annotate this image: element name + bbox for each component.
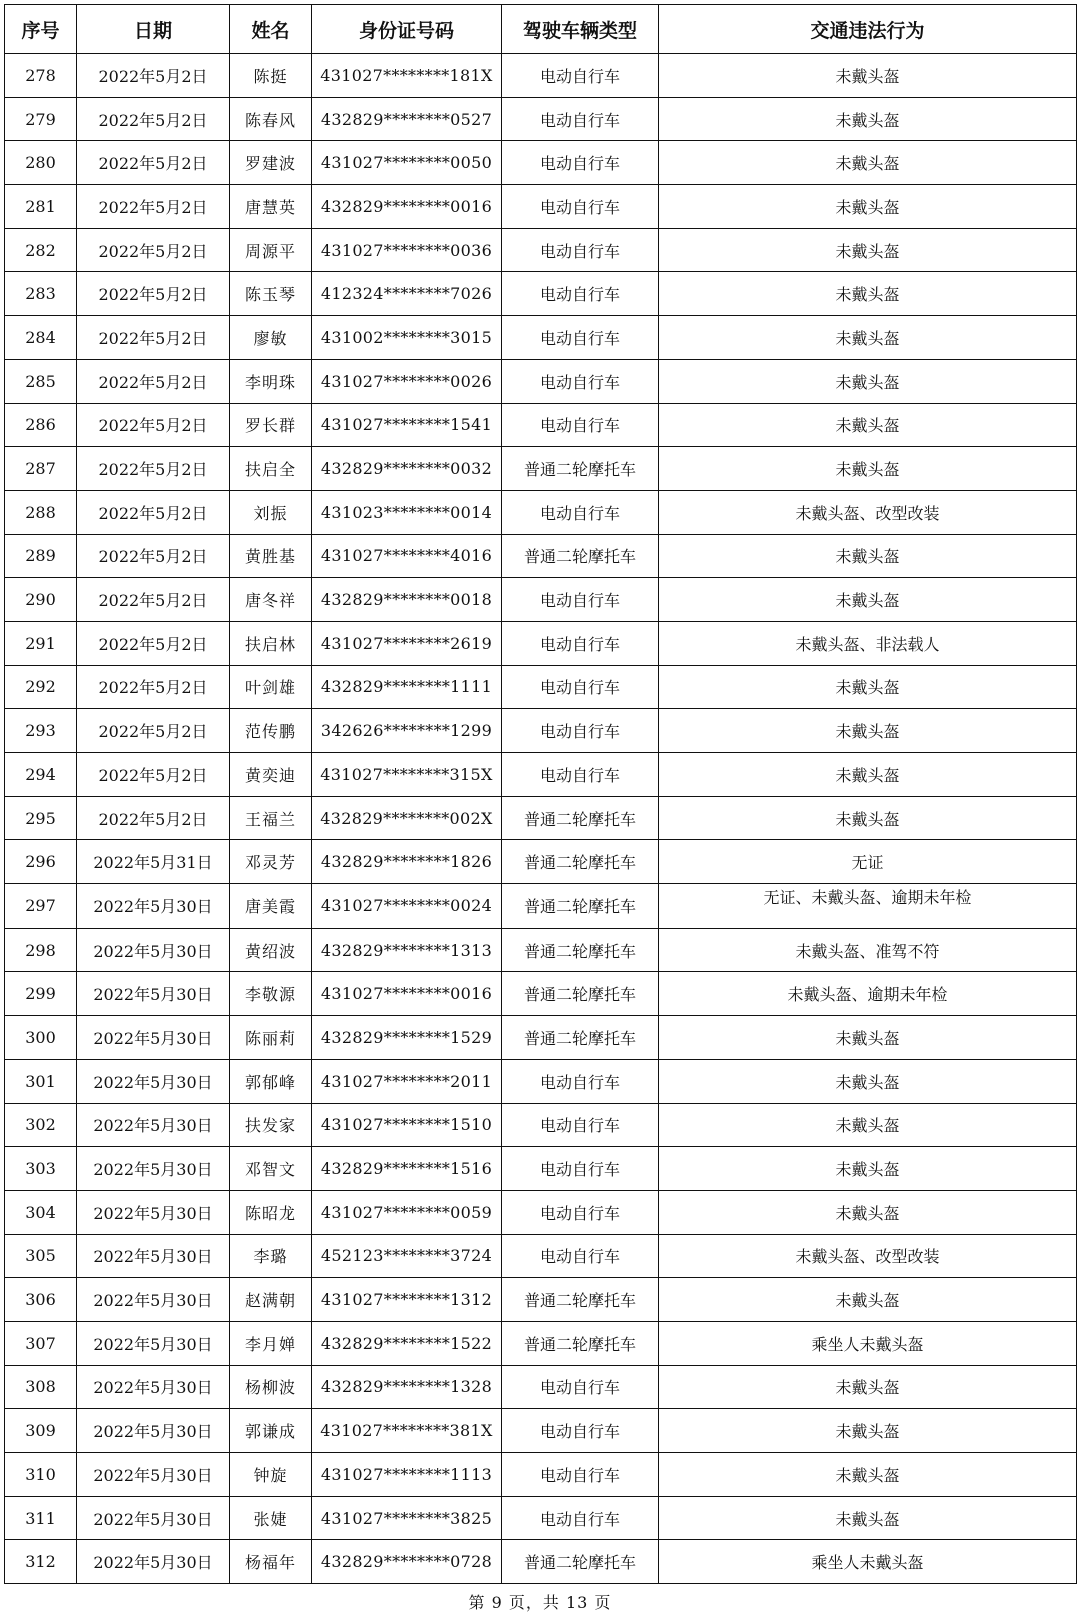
cell-serial: 287: [5, 447, 77, 491]
cell-vehicle-type: 电动自行车: [502, 490, 659, 534]
cell-name: 郭郁峰: [230, 1059, 312, 1103]
cell-violation: 未戴头盔: [659, 1059, 1077, 1103]
cell-serial: 297: [5, 884, 77, 929]
cell-vehicle-type: 普通二轮摩托车: [502, 972, 659, 1016]
header-date: 日期: [77, 5, 230, 54]
cell-vehicle-type: 普通二轮摩托车: [502, 928, 659, 972]
cell-violation: 未戴头盔: [659, 316, 1077, 360]
cell-serial: 295: [5, 796, 77, 840]
table-row: [5, 1365, 1077, 1409]
cell-date: 2022年5月2日: [77, 534, 230, 578]
table-row: [5, 1409, 1077, 1453]
cell-vehicle-type: 电动自行车: [502, 316, 659, 360]
page-footer: 第 9 页，共 13 页: [468, 1593, 612, 1612]
cell-name: 扶启林: [230, 621, 312, 665]
cell-date: 2022年5月31日: [77, 840, 230, 884]
cell-date: 2022年5月30日: [77, 1190, 230, 1234]
cell-date: 2022年5月2日: [77, 359, 230, 403]
table-row: [5, 272, 1077, 316]
cell-date: 2022年5月30日: [77, 1540, 230, 1584]
cell-serial: 281: [5, 185, 77, 229]
table-row: [5, 1016, 1077, 1060]
cell-serial: 298: [5, 928, 77, 972]
cell-id-number: 452123********3724: [312, 1234, 502, 1278]
cell-date: 2022年5月2日: [77, 490, 230, 534]
cell-vehicle-type: 普通二轮摩托车: [502, 1278, 659, 1322]
header-vehicle-type: 驾驶车辆类型: [502, 5, 659, 54]
cell-serial: 290: [5, 578, 77, 622]
cell-violation: 未戴头盔: [659, 272, 1077, 316]
cell-id-number: 431027********0059: [312, 1190, 502, 1234]
cell-date: 2022年5月30日: [77, 884, 230, 929]
cell-id-number: 431027********2619: [312, 621, 502, 665]
cell-vehicle-type: 电动自行车: [502, 753, 659, 797]
cell-id-number: 432829********1313: [312, 928, 502, 972]
table-row: [5, 578, 1077, 622]
cell-vehicle-type: 普通二轮摩托车: [502, 1540, 659, 1584]
cell-date: 2022年5月2日: [77, 185, 230, 229]
cell-name: 李明珠: [230, 359, 312, 403]
cell-id-number: 431027********381X: [312, 1409, 502, 1453]
table-row: [5, 753, 1077, 797]
cell-name: 罗建波: [230, 141, 312, 185]
cell-date: 2022年5月2日: [77, 97, 230, 141]
cell-violation: 未戴头盔: [659, 578, 1077, 622]
cell-date: 2022年5月30日: [77, 1409, 230, 1453]
table-row: [5, 796, 1077, 840]
cell-name: 范传鹏: [230, 709, 312, 753]
cell-vehicle-type: 普通二轮摩托车: [502, 796, 659, 840]
cell-violation: 未戴头盔: [659, 54, 1077, 98]
cell-id-number: 432829********0728: [312, 1540, 502, 1584]
cell-id-number: 432829********1826: [312, 840, 502, 884]
table-row: [5, 928, 1077, 972]
cell-serial: 288: [5, 490, 77, 534]
table-row: [5, 1496, 1077, 1540]
cell-date: 2022年5月2日: [77, 621, 230, 665]
cell-name: 杨福年: [230, 1540, 312, 1584]
cell-id-number: 431027********1312: [312, 1278, 502, 1322]
cell-name: 周源平: [230, 228, 312, 272]
cell-violation: 未戴头盔: [659, 1496, 1077, 1540]
cell-vehicle-type: 电动自行车: [502, 1409, 659, 1453]
table-row: [5, 709, 1077, 753]
cell-serial: 304: [5, 1190, 77, 1234]
cell-name: 杨柳波: [230, 1365, 312, 1409]
cell-name: 钟旋: [230, 1453, 312, 1497]
cell-serial: 289: [5, 534, 77, 578]
cell-violation: 未戴头盔、改型改装: [659, 490, 1077, 534]
cell-violation: 未戴头盔: [659, 403, 1077, 447]
cell-name: 叶剑雄: [230, 665, 312, 709]
cell-vehicle-type: 电动自行车: [502, 1147, 659, 1191]
cell-date: 2022年5月2日: [77, 753, 230, 797]
cell-serial: 280: [5, 141, 77, 185]
cell-id-number: 432829********002X: [312, 796, 502, 840]
cell-name: 王福兰: [230, 796, 312, 840]
cell-violation: 未戴头盔: [659, 359, 1077, 403]
cell-name: 黄奕迪: [230, 753, 312, 797]
cell-date: 2022年5月2日: [77, 272, 230, 316]
header-name: 姓名: [230, 5, 312, 54]
cell-vehicle-type: 普通二轮摩托车: [502, 1321, 659, 1365]
cell-name: 扶发家: [230, 1103, 312, 1147]
cell-violation: 未戴头盔: [659, 141, 1077, 185]
cell-vehicle-type: 普通二轮摩托车: [502, 884, 659, 929]
cell-serial: 293: [5, 709, 77, 753]
cell-violation: 未戴头盔: [659, 185, 1077, 229]
cell-violation: 未戴头盔: [659, 709, 1077, 753]
cell-violation: 未戴头盔: [659, 1016, 1077, 1060]
cell-id-number: 431027********2011: [312, 1059, 502, 1103]
cell-date: 2022年5月30日: [77, 1147, 230, 1191]
cell-date: 2022年5月2日: [77, 141, 230, 185]
cell-id-number: 431027********1541: [312, 403, 502, 447]
cell-date: 2022年5月30日: [77, 1365, 230, 1409]
cell-serial: 305: [5, 1234, 77, 1278]
cell-serial: 283: [5, 272, 77, 316]
cell-name: 陈玉琴: [230, 272, 312, 316]
table-row: [5, 185, 1077, 229]
cell-id-number: 412324********7026: [312, 272, 502, 316]
cell-violation: 未戴头盔: [659, 753, 1077, 797]
cell-vehicle-type: 电动自行车: [502, 97, 659, 141]
cell-violation: 未戴头盔: [659, 228, 1077, 272]
cell-vehicle-type: 电动自行车: [502, 141, 659, 185]
cell-name: 陈挺: [230, 54, 312, 98]
cell-vehicle-type: 电动自行车: [502, 1453, 659, 1497]
cell-id-number: 432829********1516: [312, 1147, 502, 1191]
cell-violation: 未戴头盔、准驾不符: [659, 928, 1077, 972]
cell-vehicle-type: 电动自行车: [502, 1365, 659, 1409]
cell-serial: 306: [5, 1278, 77, 1322]
cell-vehicle-type: 电动自行车: [502, 54, 659, 98]
cell-date: 2022年5月30日: [77, 1234, 230, 1278]
cell-serial: 285: [5, 359, 77, 403]
cell-date: 2022年5月2日: [77, 316, 230, 360]
cell-serial: 299: [5, 972, 77, 1016]
cell-vehicle-type: 电动自行车: [502, 1496, 659, 1540]
cell-vehicle-type: 电动自行车: [502, 1059, 659, 1103]
table-row: [5, 359, 1077, 403]
cell-date: 2022年5月2日: [77, 403, 230, 447]
table-row: [5, 490, 1077, 534]
table-row: [5, 534, 1077, 578]
cell-violation: 未戴头盔: [659, 1190, 1077, 1234]
cell-date: 2022年5月30日: [77, 1278, 230, 1322]
table-row: [5, 403, 1077, 447]
cell-serial: 282: [5, 228, 77, 272]
cell-id-number: 431027********0050: [312, 141, 502, 185]
table-row: [5, 1234, 1077, 1278]
table-row: [5, 972, 1077, 1016]
cell-id-number: 431023********0014: [312, 490, 502, 534]
table-row: [5, 665, 1077, 709]
cell-violation: 无证: [659, 840, 1077, 884]
table-row: [5, 228, 1077, 272]
cell-vehicle-type: 电动自行车: [502, 403, 659, 447]
cell-violation: 未戴头盔: [659, 97, 1077, 141]
cell-id-number: 431027********0016: [312, 972, 502, 1016]
cell-serial: 302: [5, 1103, 77, 1147]
cell-id-number: 431027********181X: [312, 54, 502, 98]
cell-date: 2022年5月30日: [77, 1496, 230, 1540]
cell-serial: 296: [5, 840, 77, 884]
cell-id-number: 432829********0018: [312, 578, 502, 622]
table-row: [5, 97, 1077, 141]
cell-date: 2022年5月30日: [77, 1453, 230, 1497]
cell-vehicle-type: 电动自行车: [502, 1190, 659, 1234]
cell-serial: 311: [5, 1496, 77, 1540]
cell-id-number: 431027********4016: [312, 534, 502, 578]
cell-violation: 未戴头盔: [659, 1365, 1077, 1409]
table-header-row: [5, 5, 1077, 54]
cell-serial: 292: [5, 665, 77, 709]
cell-vehicle-type: 电动自行车: [502, 272, 659, 316]
cell-serial: 301: [5, 1059, 77, 1103]
cell-id-number: 431027********0026: [312, 359, 502, 403]
table-row: [5, 316, 1077, 360]
cell-violation: 乘坐人未戴头盔: [659, 1540, 1077, 1584]
cell-serial: 312: [5, 1540, 77, 1584]
cell-serial: 291: [5, 621, 77, 665]
table-row: [5, 1278, 1077, 1322]
cell-serial: 294: [5, 753, 77, 797]
cell-serial: 278: [5, 54, 77, 98]
cell-vehicle-type: 普通二轮摩托车: [502, 447, 659, 491]
cell-date: 2022年5月30日: [77, 1321, 230, 1365]
cell-name: 张婕: [230, 1496, 312, 1540]
table-row: [5, 1540, 1077, 1584]
cell-name: 李敬源: [230, 972, 312, 1016]
cell-vehicle-type: 电动自行车: [502, 621, 659, 665]
cell-name: 刘振: [230, 490, 312, 534]
table-row: [5, 1103, 1077, 1147]
cell-date: 2022年5月2日: [77, 578, 230, 622]
cell-id-number: 431002********3015: [312, 316, 502, 360]
cell-name: 李月婵: [230, 1321, 312, 1365]
cell-name: 扶启全: [230, 447, 312, 491]
cell-violation: 未戴头盔: [659, 1147, 1077, 1191]
cell-name: 李璐: [230, 1234, 312, 1278]
cell-name: 邓灵芳: [230, 840, 312, 884]
cell-vehicle-type: 电动自行车: [502, 578, 659, 622]
cell-name: 唐冬祥: [230, 578, 312, 622]
cell-vehicle-type: 电动自行车: [502, 1234, 659, 1278]
cell-id-number: 431027********0024: [312, 884, 502, 929]
table-row: [5, 54, 1077, 98]
table-row: [5, 1059, 1077, 1103]
cell-violation: 未戴头盔、改型改装: [659, 1234, 1077, 1278]
cell-id-number: 432829********1522: [312, 1321, 502, 1365]
cell-serial: 310: [5, 1453, 77, 1497]
cell-name: 黄绍波: [230, 928, 312, 972]
header-serial: 序号: [5, 5, 77, 54]
cell-id-number: 432829********0527: [312, 97, 502, 141]
cell-serial: 300: [5, 1016, 77, 1060]
cell-violation: 未戴头盔: [659, 1409, 1077, 1453]
cell-violation: 未戴头盔: [659, 665, 1077, 709]
cell-serial: 284: [5, 316, 77, 360]
cell-name: 罗长群: [230, 403, 312, 447]
cell-id-number: 432829********0016: [312, 185, 502, 229]
cell-id-number: 431027********3825: [312, 1496, 502, 1540]
header-id-number: 身份证号码: [312, 5, 502, 54]
cell-name: 黄胜基: [230, 534, 312, 578]
cell-date: 2022年5月2日: [77, 54, 230, 98]
cell-vehicle-type: 普通二轮摩托车: [502, 1016, 659, 1060]
header-violation: 交通违法行为: [659, 5, 1077, 54]
table-row: [5, 621, 1077, 665]
cell-date: 2022年5月30日: [77, 1103, 230, 1147]
cell-id-number: 431027********315X: [312, 753, 502, 797]
cell-id-number: 432829********1529: [312, 1016, 502, 1060]
table-row: [5, 141, 1077, 185]
cell-violation: 未戴头盔: [659, 1278, 1077, 1322]
cell-violation: 未戴头盔: [659, 534, 1077, 578]
cell-date: 2022年5月2日: [77, 447, 230, 491]
cell-serial: 308: [5, 1365, 77, 1409]
cell-name: 唐慧英: [230, 185, 312, 229]
cell-violation: 无证、未戴头盔、逾期未年检: [659, 884, 1077, 929]
cell-serial: 307: [5, 1321, 77, 1365]
cell-vehicle-type: 电动自行车: [502, 185, 659, 229]
cell-violation: 乘坐人未戴头盔: [659, 1321, 1077, 1365]
cell-name: 陈昭龙: [230, 1190, 312, 1234]
cell-name: 赵满朝: [230, 1278, 312, 1322]
cell-date: 2022年5月30日: [77, 1059, 230, 1103]
violations-table: [4, 4, 1077, 1584]
cell-vehicle-type: 电动自行车: [502, 709, 659, 753]
cell-violation: 未戴头盔: [659, 1103, 1077, 1147]
cell-date: 2022年5月2日: [77, 709, 230, 753]
cell-name: 唐美霞: [230, 884, 312, 929]
cell-serial: 303: [5, 1147, 77, 1191]
cell-date: 2022年5月30日: [77, 972, 230, 1016]
cell-date: 2022年5月2日: [77, 796, 230, 840]
cell-name: 廖敏: [230, 316, 312, 360]
cell-date: 2022年5月2日: [77, 228, 230, 272]
cell-vehicle-type: 电动自行车: [502, 665, 659, 709]
table-row: [5, 1321, 1077, 1365]
cell-name: 郭谦成: [230, 1409, 312, 1453]
cell-vehicle-type: 电动自行车: [502, 228, 659, 272]
cell-vehicle-type: 普通二轮摩托车: [502, 534, 659, 578]
table-body: [5, 54, 1077, 1584]
cell-id-number: 431027********1113: [312, 1453, 502, 1497]
cell-date: 2022年5月30日: [77, 1016, 230, 1060]
cell-id-number: 432829********1111: [312, 665, 502, 709]
cell-vehicle-type: 电动自行车: [502, 1103, 659, 1147]
table-row: [5, 447, 1077, 491]
cell-violation: 未戴头盔: [659, 447, 1077, 491]
table-row: [5, 1453, 1077, 1497]
cell-id-number: 432829********1328: [312, 1365, 502, 1409]
cell-serial: 309: [5, 1409, 77, 1453]
table-row: [5, 1147, 1077, 1191]
cell-id-number: 431027********1510: [312, 1103, 502, 1147]
cell-id-number: 432829********0032: [312, 447, 502, 491]
table-row: [5, 1190, 1077, 1234]
cell-vehicle-type: 普通二轮摩托车: [502, 840, 659, 884]
cell-violation: 未戴头盔: [659, 1453, 1077, 1497]
cell-serial: 286: [5, 403, 77, 447]
cell-violation: 未戴头盔: [659, 796, 1077, 840]
cell-id-number: 342626********1299: [312, 709, 502, 753]
cell-name: 陈春风: [230, 97, 312, 141]
cell-id-number: 431027********0036: [312, 228, 502, 272]
cell-name: 陈丽莉: [230, 1016, 312, 1060]
cell-violation: 未戴头盔、非法载人: [659, 621, 1077, 665]
cell-name: 邓智文: [230, 1147, 312, 1191]
cell-violation: 未戴头盔、逾期未年检: [659, 972, 1077, 1016]
cell-date: 2022年5月30日: [77, 928, 230, 972]
cell-date: 2022年5月2日: [77, 665, 230, 709]
cell-serial: 279: [5, 97, 77, 141]
table-row: [5, 840, 1077, 884]
table-row: [5, 884, 1077, 929]
cell-vehicle-type: 电动自行车: [502, 359, 659, 403]
